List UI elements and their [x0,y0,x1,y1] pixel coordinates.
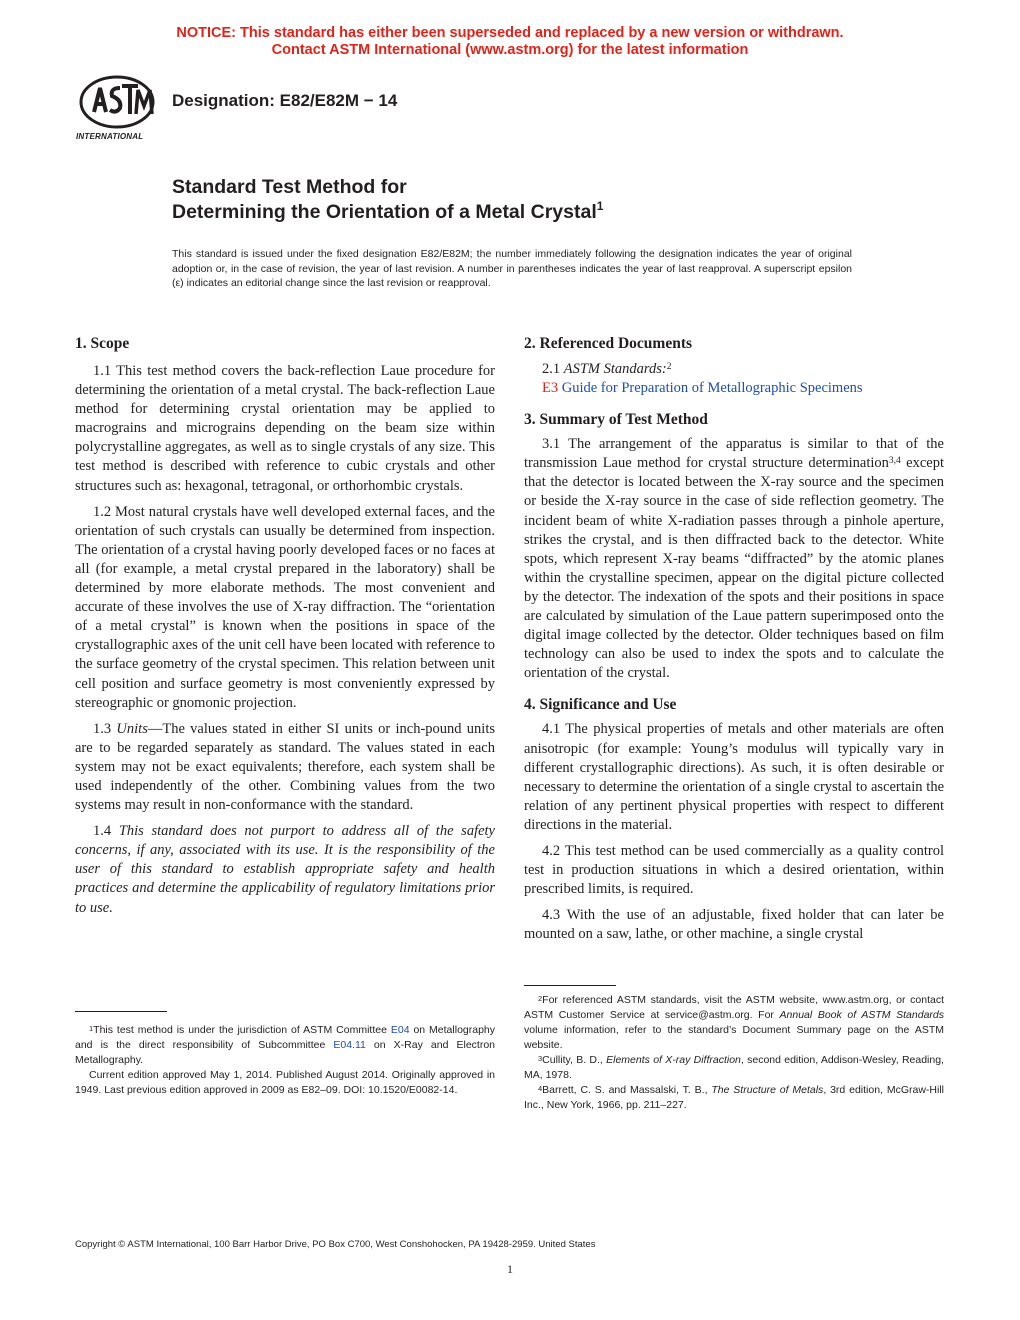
footnote-1-text-c: on X-Ray and Electron Metallography. [75,1039,496,1066]
title-footnote-ref: 1 [596,199,604,213]
title-line-2 [172,200,603,224]
para-3-1-sup: 3,4 [888,456,901,467]
ref-2-1-num: 2.1 [542,361,564,377]
footnote-1-text-a: This test method is under the jurisdiction of ASTM Committee [93,1024,391,1036]
para-1-3-italic: Units [116,720,148,737]
astm-logo [72,74,162,146]
subcommittee-link[interactable]: E04.11 [333,1039,366,1051]
ref-e3[interactable] [524,379,944,398]
section-2-heading: 2. Referenced Documents [524,335,693,352]
title-line-1: Standard Test Method for [172,176,407,198]
notice-line-2: Contact ASTM International (www.astm.org) for the latest information [271,42,749,58]
para-1-3-num: 1.3 [93,720,117,737]
footnote-2-text-a: For referenced ASTM standards, visit the ASTM website, www.astm.org, or contact ASTM Customer Service at service@astm.org. For [524,994,944,1021]
para-1-2: 1.2 Most natural crystals have well developed external faces, and the orientation of such crystals can usually be determined from inspection. The orientation of a crystal having poorly developed faces or no faces at all (for example, a metal crystal prepared in the laboratory) shall be determined by more elaborate methods. The most convenient and accurate of these involves the use of X-ray diffraction. The “orientation of a metal crystal” is known when the positions in space of the crystallographic axes of the unit cell have been located with reference to the surface geometry of the crystal specimen. This relation between unit cell position and surface geometry is most conveniently expressed by stereographic or gnomonic projection. [75,503,495,711]
footnote-2-text-b: volume information, refer to the standard’s Document Summary page on the ASTM website. [524,1024,944,1051]
para-1-3 [75,720,495,815]
para-1-4 [75,822,495,917]
para-3-1 [524,435,944,683]
footnote-4-text-a: Barrett, C. S. and Massalski, T. B., [542,1084,712,1096]
footnote-3-italic: Elements of X-ray Diffraction [606,1054,741,1066]
notice-line-1: NOTICE: This standard has either been superseded and replaced by a new version or withdrawn. [176,25,844,41]
ref-2-1-sup: 2 [666,362,672,372]
copyright: Copyright © ASTM International, 100 Barr Harbor Drive, PO Box C700, West Conshohocken, PA 19428-2959. United States [75,1239,596,1250]
ref-e3-code[interactable]: E3 [542,380,559,397]
footnote-3-text-b: , second edition, Addison-Wesley, Reading, MA, 1978. [524,1054,944,1081]
logo-wordmark: INTERNATIONAL [76,132,144,141]
para-1-1: 1.1 This test method covers the back-reflection Laue procedure for determining the orientation of a metal crystal. The back-reflection Laue method for determining crystal orientation may be applied to macrograins and micrograins depending on the beam size within polycrystalline aggregates, as well as to single crystals of any size. This test method is described with reference to cubic crystals and other structures such as: hexagonal, tetragonal, or orthorhombic crystals. [75,363,495,494]
para-1-3-text: —The values stated in either SI units or inch-pound units are to be regarded separately as standard. The values stated in each system may not be exact equivalents; therefore, each system shall be used independently of the other. Combining values from the two systems may result in non-conformance with the standard. [75,720,496,814]
left-column [75,334,495,918]
footnotes-right [524,993,944,1113]
para-3-1-text-a: 3.1 The arrangement of the apparatus is similar to that of the transmission Laue method for crystal structure determination [524,436,944,472]
issued-statement: This standard is issued under the fixed designation E82/E82M; the number immediately following the designation indicates the year of original adoption or, in the case of revision, the year of last revision. A number in parentheses indicates the year of last reapproval. A superscript epsilon (ε) indicates an editorial change since the last revision or reapproval. [172,248,852,289]
ref-2-1-italic: ASTM Standards: [563,361,667,377]
footnote-3-marker: 3 [538,1054,543,1063]
footnote-1-edition: Current edition approved May 1, 2014. Published August 2014. Originally approved in 1949. Last previous edition approved in 2009 as E82–09. DOI: 10.1520/E0082-14. [75,1069,495,1096]
para-4-1: 4.1 The physical properties of metals and other materials are often anisotropic (for example: Young’s modulus will typically vary in different crystallographic directions). As such, it is often desirable or necessary to determine the orientation of a single crystal to ascertain the relation of any pertinent physical properties with respect to different directions in the material. [524,721,944,833]
footnote-4-text-b: , 3rd edition, McGraw-Hill Inc., New York, 1966, pp. 211–227. [524,1084,944,1111]
footnote-2-italic: Annual Book of ASTM Standards [779,1009,944,1021]
section-4-heading: 4. Significance and Use [524,696,677,714]
footnote-4 [524,1083,944,1113]
footnote-4-italic: The Structure of Metals [711,1084,824,1096]
footnote-divider-left [75,1011,167,1012]
ref-e3-title[interactable]: Guide for Preparation of Metallographic Specimens [561,380,863,397]
right-column [524,334,944,944]
footnote-2 [524,993,944,1053]
designation: Designation: E82/E82M − 14 [172,91,398,110]
committee-link[interactable]: E04 [390,1024,410,1036]
para-4-2: 4.2 This test method can be used commercially as a quality control test in production situations in which a desired orientation, within prescribed limits, is required. [524,842,944,898]
section-1-heading: 1. Scope [75,335,130,352]
para-1-4-italic: This standard does not purport to address all of the safety concerns, if any, associated with its use. It is the responsibility of the user of this standard to establish appropriate safety and health practices and determine the applicability of regulatory limitations prior to use. [75,823,495,916]
footnote-1 [75,1023,495,1098]
footnote-divider-right [524,985,616,986]
footnote-1-text-b: on Metallography and is the direct responsibility of Subcommittee [75,1024,496,1051]
footnote-4-marker: 4 [538,1084,543,1093]
footnote-1-marker: 1 [89,1024,94,1033]
para-1-4-num: 1.4 [93,823,119,840]
para-3-1-text-b: except that the detector is located between the X-ray source and the specimen or beside the X-ray source in the case of side reflection geometry. The incident beam of white X-radiation passes through a pinhole aperture, strikes the crystal, and is then diffracted back to the detector. White spots, which represent X-ray beams “diffracted” by the atomic planes within the crystalline specimen, appear on the digital picture collected by the detector. The indexation of the spots and their positions in space are calculated by simulation of the Laue pattern superimposed onto the digital image collected by the detector. Older techniques based on film technology can also be used to index the spots and to calculate the orientation of the crystal. [524,455,945,682]
footnote-3 [524,1053,944,1083]
para-4-3: 4.3 With the use of an adjustable, fixed holder that can later be mounted on a saw, lathe, or other machine, a single crystal [524,907,944,943]
title-text: Determining the Orientation of a Metal Crystal [172,201,597,223]
ref-2-1 [524,360,944,379]
page-number: 1 [507,1262,513,1276]
footnote-3-text-a: Cullity, B. D., [542,1054,607,1066]
section-3-heading: 3. Summary of Test Method [524,411,708,429]
footnote-2-marker: 2 [538,994,543,1003]
